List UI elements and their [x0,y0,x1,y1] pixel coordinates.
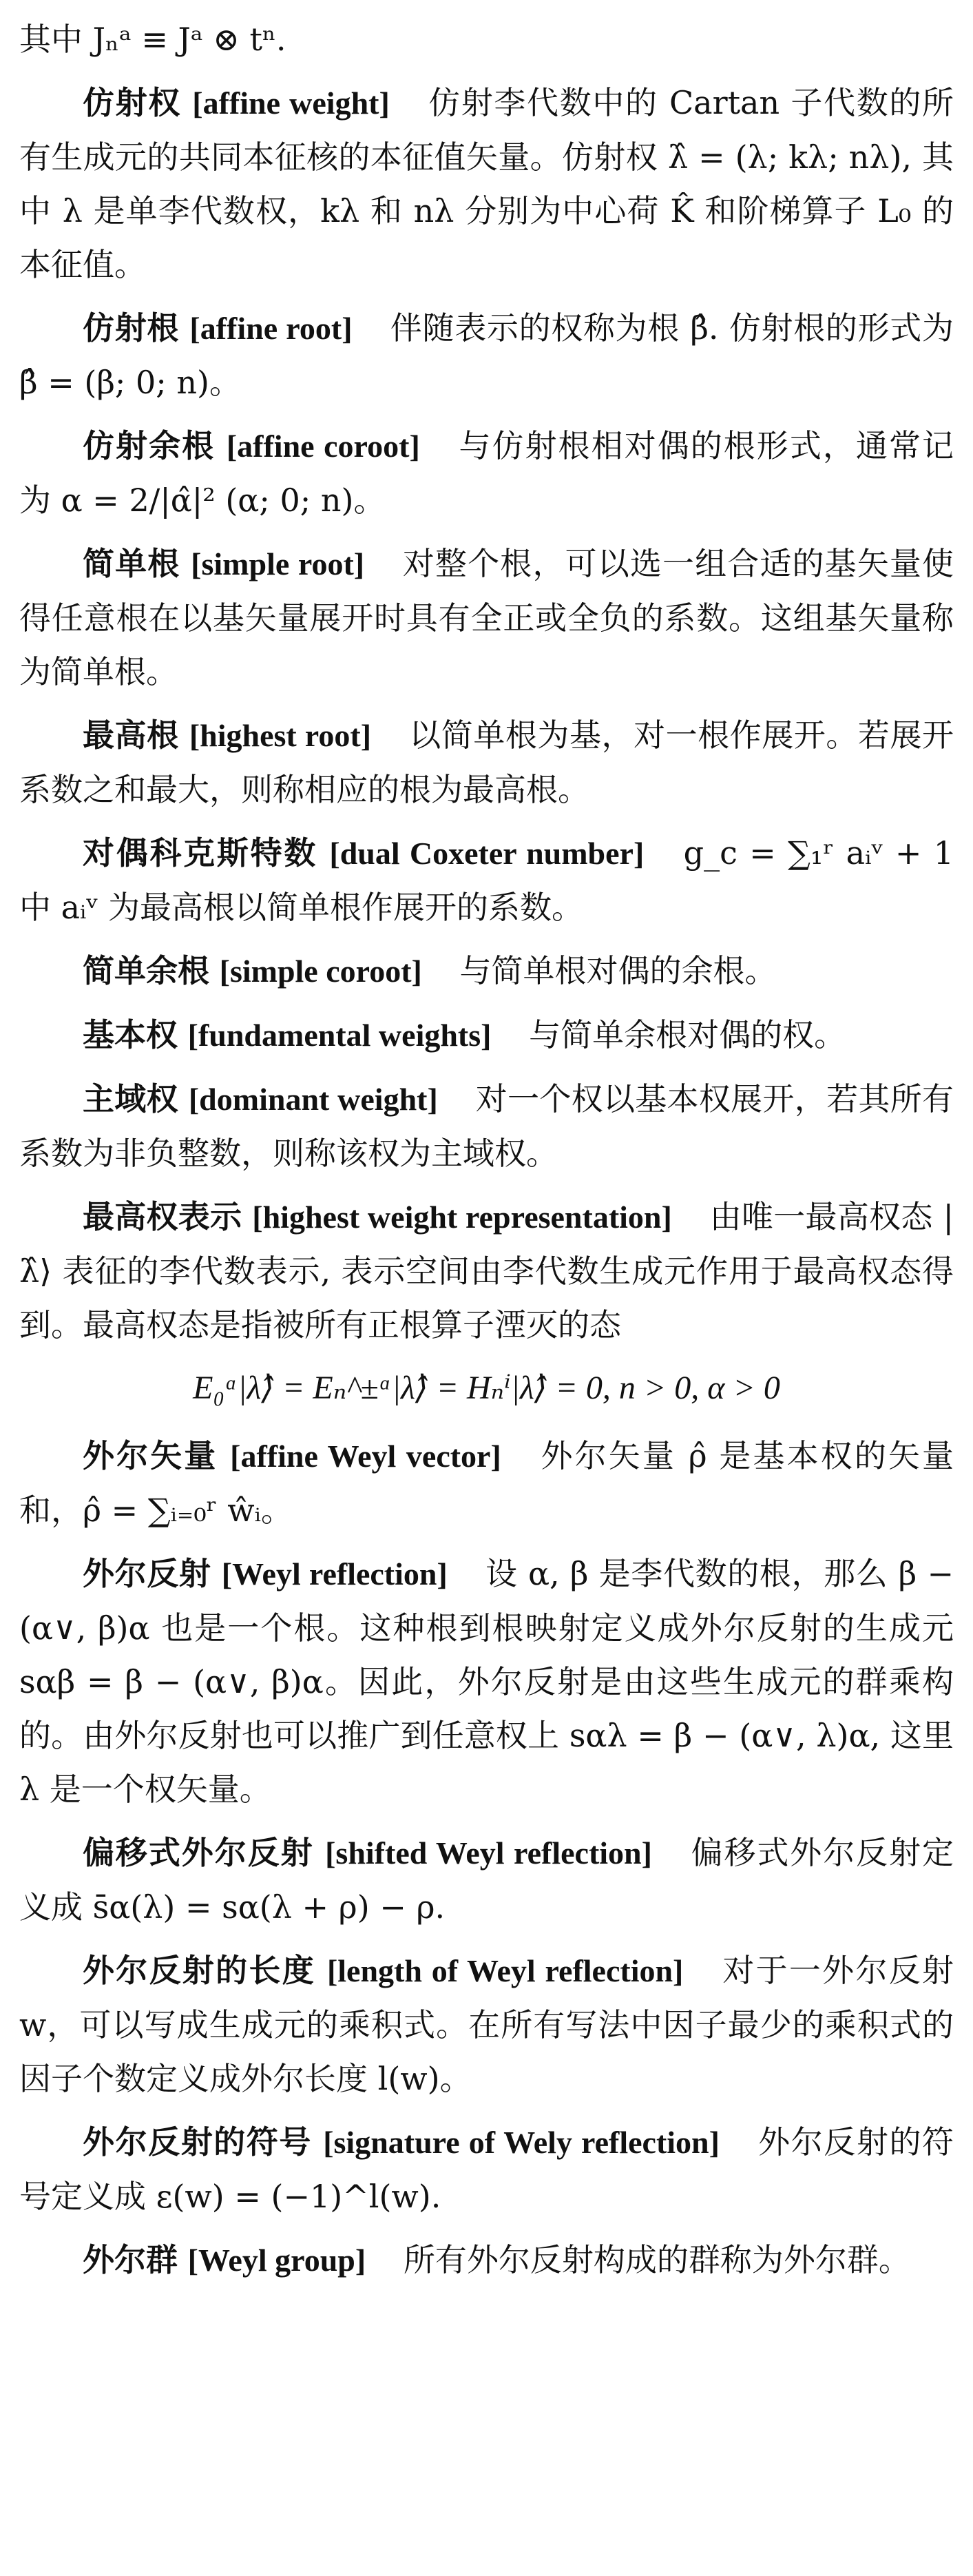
term-english: [signature of Wely reflection] [323,2125,720,2160]
intro-line [19,12,954,66]
term-definition: 与简单根对偶的余根。 [459,952,777,989]
term-english: [simple root] [191,546,365,581]
term-definition: 外尔矢量 ρ̂ 是基本权的矢量和，ρ̂ = ∑ᵢ₌₀ʳ ŵᵢ。 [19,1437,954,1529]
term-definition: 偏移式外尔反射定义成 s̄α(λ) = sα(λ + ρ) − ρ. [19,1834,954,1926]
entry-dominant-weight [19,1072,954,1180]
entry-fundamental-weights [19,1008,954,1062]
entry-highest-root [19,708,954,816]
entry-highest-weight-representation [19,1190,954,1352]
entry-weyl-reflection [19,1547,954,1816]
highest-weight-formula: E₀ᵅ|λ̂⟩ = Eₙ^±ᵅ|λ̂⟩ = Hₙⁱ|λ̂⟩ = 0, n > 0, α > 0 [193,1370,780,1406]
term-chinese: 基本权 [83,1016,178,1053]
term-english: [dominant weight] [188,1082,438,1117]
term-definition: 仿射李代数中的 Cartan 子代数的所有生成元的共同本征核的本征值矢量。仿射权 λ̂ = (λ; kλ; nλ), 其中 λ 是单李代数权，kλ 和 nλ 分别为中心荷 K̂ 和阶梯算子 L₀ 的本征值。 [19,84,954,283]
entry-simple-coroot [19,944,954,998]
intro-text: 其中 Jₙᵃ ≡ Jᵃ ⊗ tⁿ. [19,21,286,58]
term-definition: 以简单根为基，对一根作展开。若展开系数之和最大，则称相应的根为最高根。 [19,717,954,808]
entry-affine-weight [19,76,954,291]
term-definition: 所有外尔反射构成的群称为外尔群。 [403,2241,910,2278]
term-chinese: 外尔反射的符号 [83,2123,312,2161]
entry-affine-coroot [19,419,954,527]
term-chinese: 仿射余根 [83,427,216,464]
term-chinese: 外尔矢量 [83,1437,218,1474]
term-english: [Weyl reflection] [221,1556,448,1591]
term-definition: 设 α, β 是李代数的根，那么 β − (α∨, β)α 也是一个根。这种根到根映射定义成外尔反射的生成元 sαβ = β − (α∨, β)α。因此，外尔反射是由这些生成元的群乘构的。由外尔反射也可以推广到任意权上 sαλ = β − (α∨, λ)α, 这里 λ 是一个权矢量。 [19,1555,954,1808]
entry-shifted-weyl-reflection [19,1826,954,1934]
term-english: [dual Coxeter number] [329,836,645,871]
term-definition: 伴随表示的权称为根 β̂. 仿射根的形式为 β̂ = (β; 0; n)。 [19,309,954,401]
term-english: [length of Weyl reflection] [326,1953,684,1988]
term-english: [Weyl group] [187,2243,366,2278]
term-english: [highest root] [189,718,372,753]
term-chinese: 偏移式外尔反射 [83,1834,314,1871]
term-chinese: 外尔反射 [83,1555,211,1592]
term-definition: 对于一外尔反射 w，可以写成生成元的乘积式。在所有写法中因子最少的乘积式的因子个数定义成外尔长度 l(w)。 [19,1952,954,2097]
entry-affine-root [19,301,954,409]
term-definition: 对整个根，可以选一组合适的基矢量使得任意根在以基矢量展开时具有全正或全负的系数。这组基矢量称为简单根。 [19,545,954,690]
term-definition: g_c = ∑₁ʳ aᵢᵛ + 1 中 aᵢᵛ 为最高根以简单根作展开的系数。 [19,834,954,926]
term-definition: 对一个权以基本权展开，若其所有系数为非负整数，则称该权为主域权。 [19,1080,954,1172]
term-definition: 由唯一最高权态 |λ̂⟩ 表征的李代数表示, 表示空间由李代数生成元作用于最高权态得到。最高权态是指被所有正根算子湮灭的态 [19,1198,954,1343]
term-english: [simple coroot] [219,954,422,989]
term-chinese: 仿射根 [83,309,180,347]
term-chinese: 外尔群 [83,2241,178,2278]
term-chinese: 最高根 [83,717,179,754]
entry-dual-coxeter-number [19,826,954,934]
entry-signature-of-weyl-reflection [19,2115,954,2223]
term-chinese: 最高权表示 [83,1198,242,1235]
term-english: [shifted Weyl reflection] [325,1835,652,1871]
term-english: [highest weight representation] [252,1199,672,1235]
term-chinese: 简单根 [83,545,180,582]
term-english: [affine root] [189,311,353,346]
term-chinese: 主域权 [83,1080,178,1117]
term-chinese: 简单余根 [83,952,209,989]
term-definition: 外尔反射的符号定义成 ε(w) = (−1)^l(w). [19,2123,954,2215]
entry-length-of-weyl-reflection [19,1944,954,2105]
term-chinese: 仿射权 [83,84,181,121]
term-definition: 与仿射根相对偶的根形式，通常记为 α = 2/|α̂|² (α; 0; n)。 [19,427,954,519]
term-english: [affine weight] [192,85,390,121]
term-chinese: 对偶科克斯特数 [83,834,318,872]
entry-weyl-group [19,2233,954,2287]
term-english: [affine coroot] [226,429,420,464]
term-english: [affine Weyl vector] [230,1439,501,1474]
term-chinese: 外尔反射的长度 [83,1952,316,1989]
term-definition: 与简单余根对偶的权。 [529,1016,846,1053]
entry-simple-root [19,537,954,699]
term-english: [fundamental weights] [187,1018,492,1053]
entry-affine-weyl-vector [19,1429,954,1537]
